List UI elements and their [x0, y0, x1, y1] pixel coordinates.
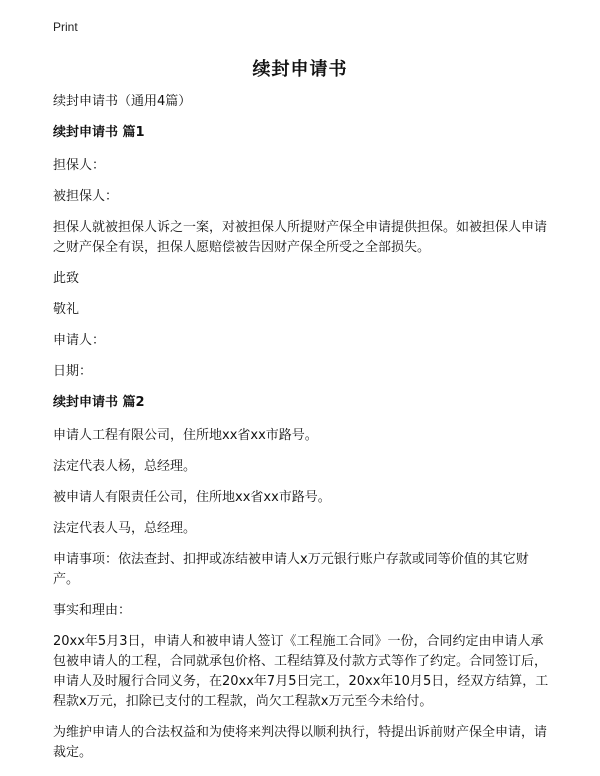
request-paragraph: 为维护申请人的合法权益和为使将来判决得以顺利执行，特提出诉前财产保全申请，请裁定。	[53, 725, 548, 760]
applicant-representative-line: 法定代表人杨，总经理。	[53, 459, 197, 474]
document-subtitle: 续封申请书（通用4篇）	[53, 94, 192, 109]
print-link[interactable]: Print	[53, 20, 78, 34]
document-title: 续封申请书	[252, 59, 348, 80]
respondent-company-line: 被申请人有限责任公司，住所地xx省xx市路号。	[53, 490, 331, 505]
section-heading-2: 续封申请书 篇2	[53, 395, 145, 410]
document-body	[53, 92, 553, 774]
applicant-line: 申请人：	[53, 333, 106, 348]
section-heading-1: 续封申请书 篇1	[53, 125, 145, 140]
date-line: 日期：	[53, 364, 93, 379]
facts-reasons-heading: 事实和理由：	[53, 603, 132, 618]
guarantor-line: 担保人：	[53, 158, 106, 173]
facts-paragraph: 20xx年5月3日，申请人和被申请人签订《工程施工合同》一份，合同约定由申请人承包被申请人的工程，合同就承包价格、工程结算及付款方式等作了约定。合同签订后，申请人及时履行合同义务，在20xx年7月5日完工，20xx年10月5日，经双方结算，工程款x万元，扣除已支付的工程款，尚欠工程款x万元至今未给付。	[53, 634, 549, 709]
guaranteed-party-line: 被担保人：	[53, 189, 119, 204]
applicant-company-line: 申请人工程有限公司，住所地xx省xx市路号。	[53, 428, 318, 443]
closing-line: 敬礼	[53, 302, 80, 317]
guarantee-statement: 担保人就被担保人诉之一案，对被担保人所提财产保全申请提供担保。如被担保人申请之财产保全有误，担保人愿赔偿被告因财产保全所受之全部损失。	[53, 220, 548, 255]
application-items: 申请事项：依法查封、扣押或冻结被申请人x万元银行账户存款或同等价值的其它财产。	[53, 552, 529, 587]
salutation-line: 此致	[53, 271, 80, 286]
respondent-representative-line: 法定代表人马，总经理。	[53, 521, 197, 536]
